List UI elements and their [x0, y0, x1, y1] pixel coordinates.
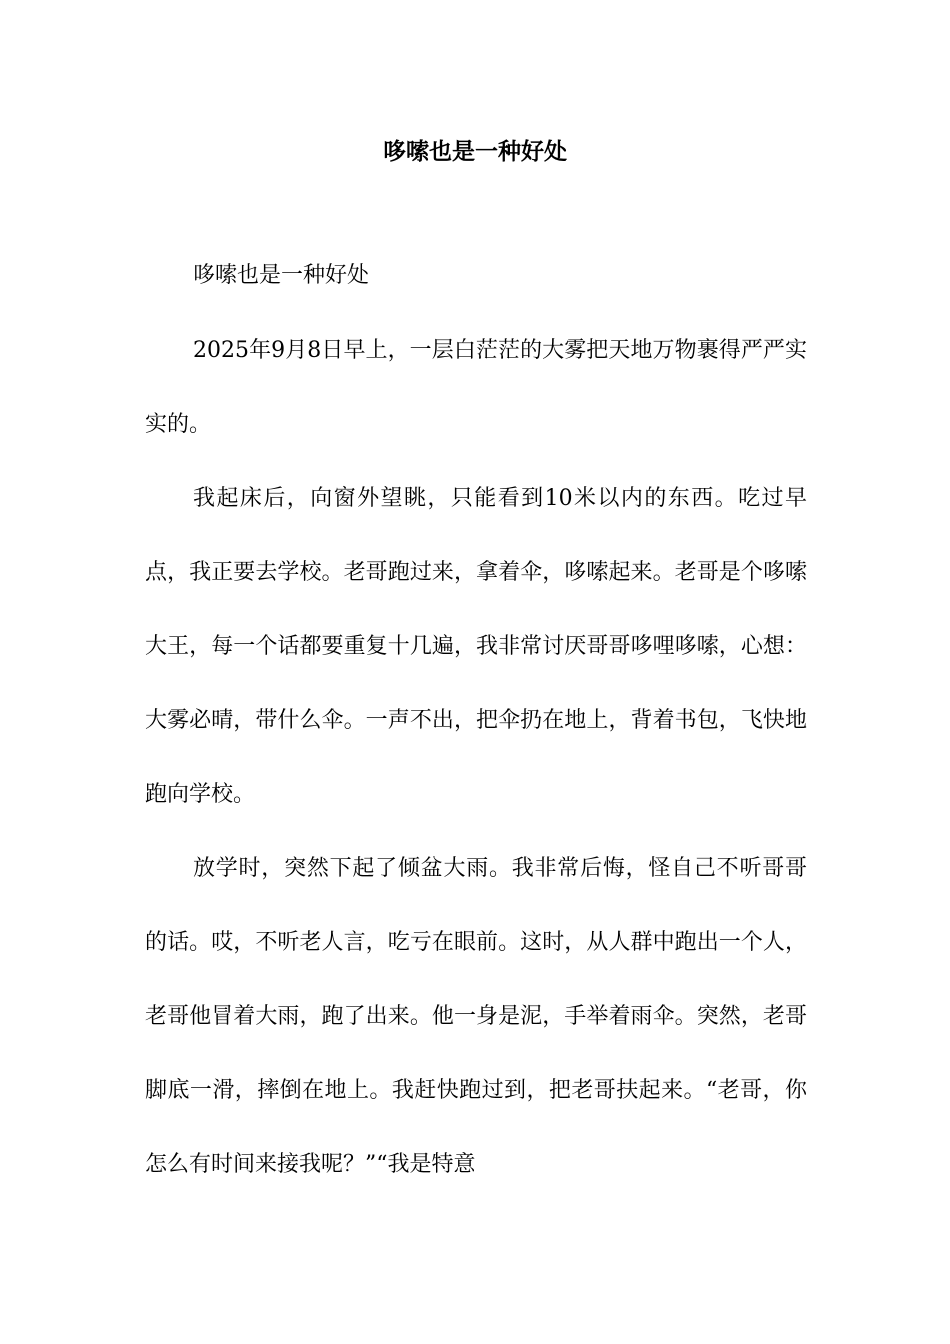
document-body	[145, 314, 807, 1202]
paragraph-2: 我起床后，向窗外望眺，只能看到10米以内的东西。吃过早点，我正要去学校。老哥跑过来，拿着伞，哆嗦起来。老哥是个哆嗦大王，每一个话都要重复十几遍，我非常讨厌哥哥哆哩哆嗦，心想：大雾必晴，带什么伞。一声不出，把伞扔在地上，背着书包，飞快地跑向学校。	[145, 486, 807, 807]
paragraph-1: 2025年9月8日早上，一层白茫茫的大雾把天地万物裹得严严实实的。	[145, 338, 807, 437]
subtitle-paragraph: 哆嗦也是一种好处	[193, 263, 370, 288]
paragraph-3: 放学时，突然下起了倾盆大雨。我非常后悔，怪自己不听哥哥的话。哎，不听老人言，吃亏在眼前。这时，从人群中跑出一个人，老哥他冒着大雨，跑了出来。他一身是泥，手举着雨伞。突然，老哥脚底一滑，摔倒在地上。我赶快跑过到，把老哥扶起来。“老哥，你怎么有时间来接我呢？”“我是特意	[145, 856, 807, 1177]
document-title: 哆嗦也是一种好处	[383, 138, 567, 165]
